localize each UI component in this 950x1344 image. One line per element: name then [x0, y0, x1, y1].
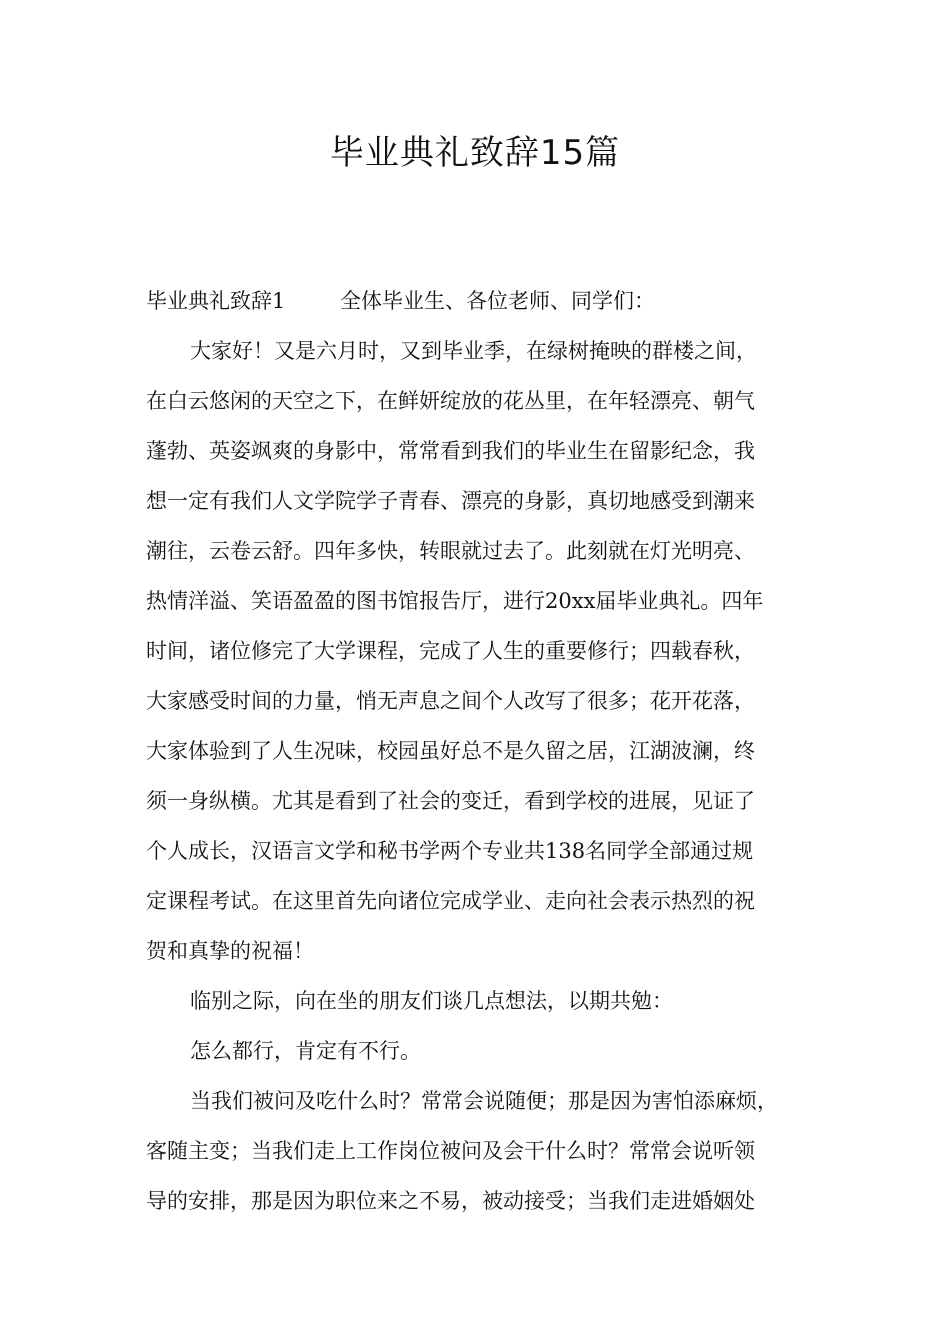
text-line: 时间，诸位修完了大学课程，完成了人生的重要修行；四载春秋，	[146, 639, 755, 663]
text-line: 潮往，云卷云舒。四年多快，转眼就过去了。此刻就在灯光明亮、	[146, 539, 755, 563]
text-line: 临别之际，向在坐的朋友们谈几点想法，以期共勉：	[190, 989, 673, 1013]
text-line: 蓬勃、英姿飒爽的身影中，常常看到我们的毕业生在留影纪念，我	[146, 439, 755, 463]
document-body	[146, 276, 822, 1226]
document-title: 毕业典礼致辞15篇	[329, 133, 621, 173]
salutation: 全体毕业生、各位老师、同学们：	[340, 289, 655, 313]
text-line: 热情洋溢、笑语盈盈的图书馆报告厅，进行20xx届毕业典礼。四年	[146, 589, 764, 613]
text-line: 定课程考试。在这里首先向诸位完成学业、走向社会表示热烈的祝	[146, 889, 755, 913]
text-line: 当我们被问及吃什么时？常常会说随便；那是因为害怕添麻烦，	[190, 1089, 778, 1113]
text-line: 大家好！又是六月时，又到毕业季，在绿树掩映的群楼之间，	[190, 339, 757, 363]
text-line: 在白云悠闲的天空之下，在鲜妍绽放的花丛里，在年轻漂亮、朝气	[146, 389, 755, 413]
text-line: 导的安排，那是因为职位来之不易，被动接受；当我们走进婚姻处	[146, 1189, 755, 1213]
text-line: 须一身纵横。尤其是看到了社会的变迁，看到学校的进展，见证了	[146, 789, 755, 813]
paragraph-lines	[146, 326, 822, 1226]
text-line: 大家感受时间的力量，悄无声息之间个人改写了很多；花开花落，	[146, 689, 755, 713]
text-line: 贺和真挚的祝福！	[146, 939, 314, 963]
text-line: 个人成长，汉语言文学和秘书学两个专业共138名同学全部通过规	[146, 839, 754, 863]
text-line: 大家体验到了人生况味，校园虽好总不是久留之居，江湖波澜，终	[146, 739, 755, 763]
first-line	[146, 276, 822, 326]
text-line: 客随主变；当我们走上工作岗位被问及会干什么时？常常会说听领	[146, 1139, 755, 1163]
text-line: 怎么都行，肯定有不行。	[190, 1039, 421, 1063]
text-line: 想一定有我们人文学院学子青春、漂亮的身影，真切地感受到潮来	[146, 489, 755, 513]
section-heading: 毕业典礼致辞1	[146, 289, 286, 313]
